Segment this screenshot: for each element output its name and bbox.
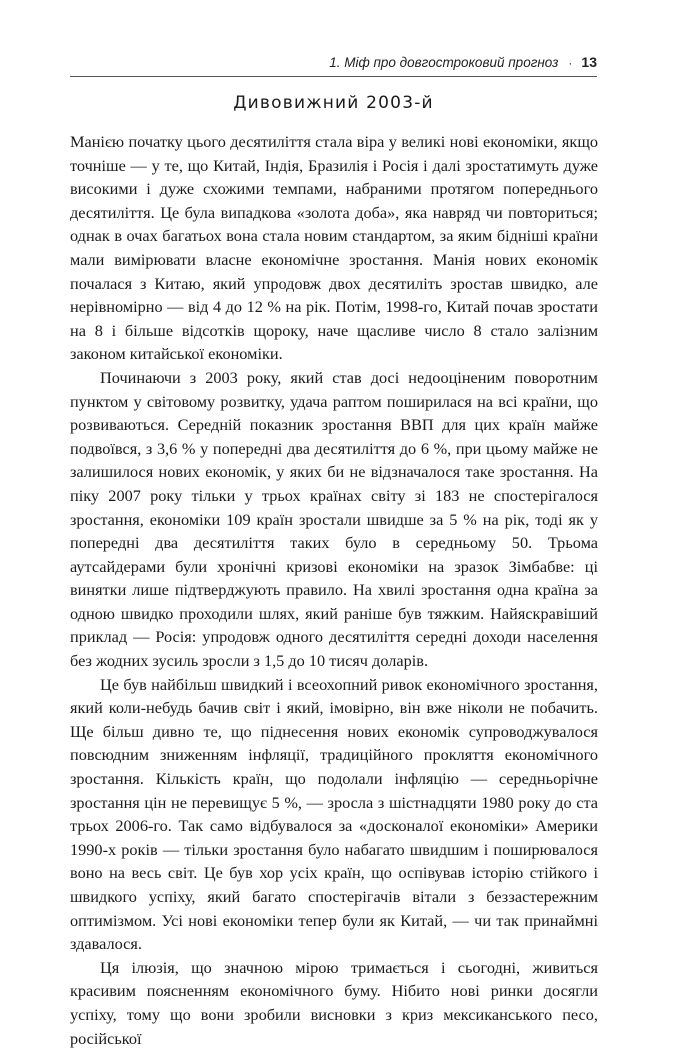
paragraph: Ця ілюзія, що значною мірою тримається і сьогодні, живиться красивим поясненням економічного буму. Нібито нові ринки досягли успіху, тому що вони зробили висновки з криз мексиканського песо, російської: [70, 957, 598, 1048]
section-heading: Дивовижний 2003-й: [233, 93, 434, 113]
page-number: 13: [581, 54, 597, 70]
paragraph: Це був найбільш швидкий і всеохопний ривок економічного зростання, який коли-небудь бачив світ і який, імовірно, він вже ніколи не побачить. Ще більш дивно те, що піднесення нових економік супроводжувалося повсюдним зниженням інфляції, традиційного прокляття економічного зростання. Кількість країн, що подолали інфляцію — середньорічне зростання цін не перевищує 5 %, — зросла з шістнадцяти 1980 року до ста трьох 2006-го. Так само відбувалося за «досконалої економіки» Америки 1990-х років — тільки зростання було набагато швидшим і поширювалося воно на весь світ. Це був хор усіх країн, що оспівував історію стійкого і швидкого успіху, який багато спостерігачів вітали з беззастережним оптимізмом. Усі нові економіки тепер були як Китай, — чи так принаймні здавалося.: [70, 674, 598, 954]
header-separator: ·: [568, 56, 573, 70]
paragraph: Починаючи з 2003 року, який став досі недооціненим поворотним пунктом у світовому розвитку, удача раптом поширилася на всі країни, що розвиваються. Середній показник зростання ВВП для цих країн майже подвоївся, з 3,6 % у попередні два десятиліття до 6 %, при цьому майже не залишилося нових економік, у яких би не відзначалося таке зростання. На піку 2007 року тільки у трьох країнах світу зі 183 не спостерігалося зростання, економіки 109 країн зростали швидше за 5 % на рік, тоді як у попередні два десятиліття таких було в середньому 50. Трьома аутсайдерами були хронічні кризові економіки на зразок Зімбабве: ці винятки лише підтверджують правило. На хвилі зростання одна країна за одною швидко проходили шлях, який раніше був тяжким. Найяскравіший приклад — Росія: упродовж одного десятиліття середні доходи населення без жодних зусиль зросли з 1,5 до 10 тисяч доларів.: [70, 367, 598, 671]
paragraph: Манією початку цього десятиліття стала віра у великі нові економіки, якщо точніше — у те, що Китай, Індія, Бразилія і Росія і далі зростатимуть дуже високими і дуже схожими темпами, набраними протягом попереднього десятиліття. Це була випадкова «золота доба», яка навряд чи повториться; однак в очах багатьох вона стала новим стандартом, за яким бідніші країни мали вимірювати власне економічне зростання. Манія нових економік почалася з Китаю, який упродовж двох десятиліть зростав швидко, але нерівномірно — від 4 до 12 % на рік. Потім, 1998-го, Китай почав зростати на 8 і більше відсотків щороку, наче щасливе число 8 стало залізним законом китайської економіки.: [70, 132, 598, 364]
header-divider: [70, 76, 597, 77]
chapter-title: 1. Міф про довгостроковий прогноз: [329, 55, 559, 70]
running-header: [70, 54, 597, 70]
body-text: [70, 130, 598, 1050]
